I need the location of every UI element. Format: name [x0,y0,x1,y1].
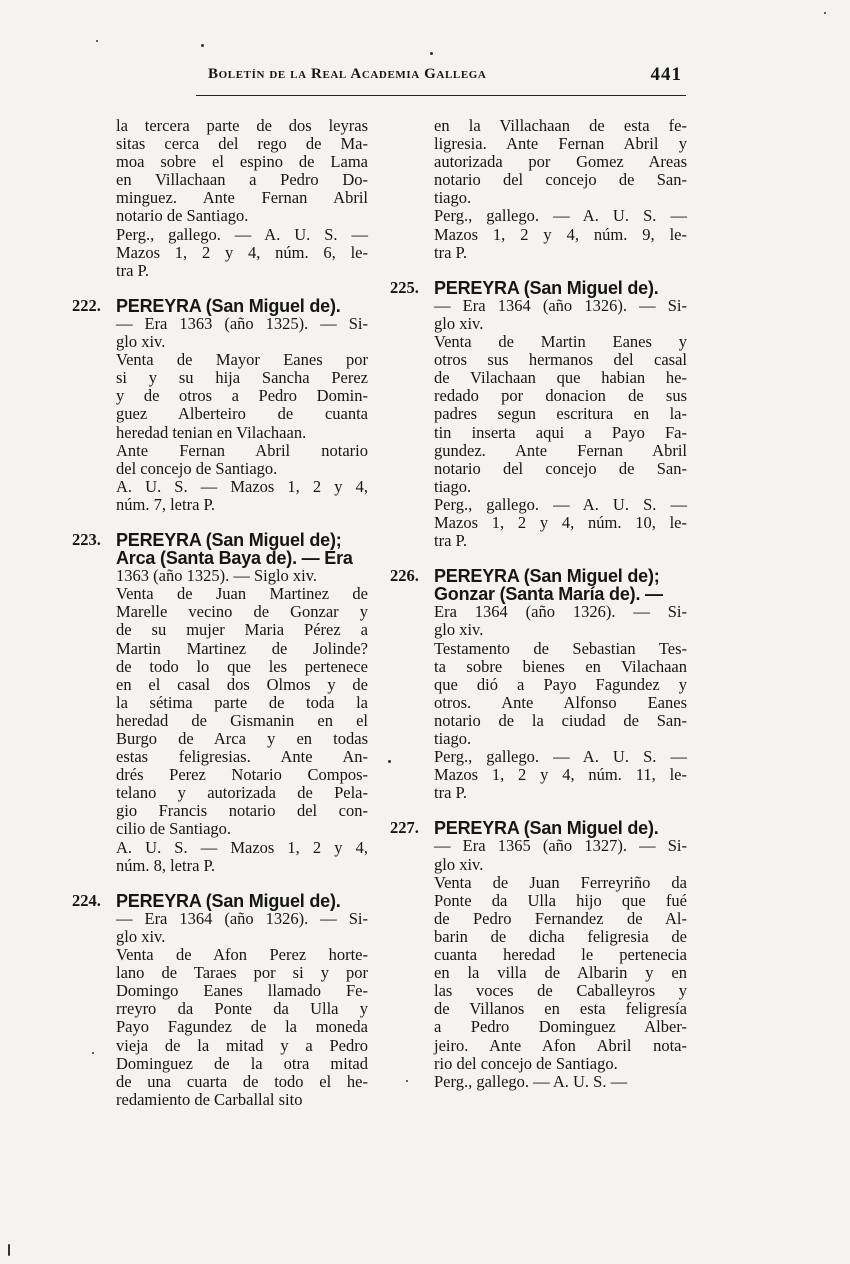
entry-body [116,567,368,875]
text-line: Gonzar (Santa María de). — [434,584,663,605]
text-line: tiago. [434,188,472,208]
catalog-entry [72,529,368,875]
text-line: notario de la ciudad de San- [434,710,687,730]
text-line: la tercera parte de dos leyras [116,116,368,135]
text-line: glo xiv. [116,332,166,352]
text-line: — Era 1364 (año 1326). — Si- [434,295,687,315]
text-line: notario del concejo de San- [434,170,687,190]
entry-heading [116,531,368,567]
text-line: notario de Santiago. [116,206,249,226]
text-line: en la villa de Albarin y en [434,963,687,983]
text-line: — Era 1365 (año 1327). — Si- [434,836,687,856]
text-line: Perg., gallego. — A. U. S. — [434,1071,628,1091]
text-line: PEREYRA (San Miguel de). [434,277,659,298]
catalog-entry [390,277,687,551]
text-line: PEREYRA (San Miguel de); [116,529,342,550]
text-line: PEREYRA (San Miguel de). [116,890,341,911]
text-line: núm. 8, letra P. [116,855,215,875]
entry-heading [116,892,368,910]
continued-entry [116,117,368,280]
text-line: vieja de la mitad y a Pedro [116,1035,368,1055]
text-line: de Villanos en esta feligresía [434,999,687,1019]
text-line: Era 1364 (año 1326). — Si- [434,602,687,622]
text-line: moa sobre el espino de Lama [116,152,368,172]
entry-heading [434,279,687,297]
continued-entry [434,117,687,262]
text-line: cilio de Santiago. [116,819,232,839]
text-line: que dió a Payo Fagundez y [434,674,687,694]
entry-heading [434,567,687,603]
text-line: Venta de Afon Perez horte- [116,945,368,965]
text-line: 1363 (año 1325). — Siglo xiv. [116,566,318,586]
text-line: barin de dicha feligresia de [434,926,687,946]
entry-number: 224. [72,890,101,910]
text-line: A. U. S. — Mazos 1, 2 y 4, [116,476,368,496]
text-line: Perg., gallego. — A. U. S. — [116,224,368,244]
entry-number: 225. [390,277,419,297]
text-line: de una cuarta de todo el he- [116,1071,368,1091]
text-line: Arca (Santa Baya de). — Era [116,548,353,569]
text-line: tra P. [434,783,467,803]
text-line: rio del concejo de Santiago. [434,1053,618,1073]
text-line: lano de Taraes por si y por [116,963,368,983]
text-line: glo xiv. [434,313,484,333]
text-line: Perg., gallego. — A. U. S. — [434,206,687,226]
text-line: núm. 7, letra P. [116,494,215,514]
text-line: heredad de Gismanin en el [116,710,368,730]
text-line: telano y autorizada de Pela- [116,783,368,803]
text-line: glo xiv. [434,620,484,640]
text-line: las voces de Caballeyros y [434,981,687,1001]
text-line: la sétima parte de toda la [116,692,368,712]
text-line: redamiento de Carballal sito [116,1089,303,1109]
text-line: si y su hija Sancha Perez [116,368,368,388]
text-line: otros. Ante Alfonso Eanes [434,692,687,712]
text-line: en la Villachaan de esta fe- [434,116,687,135]
text-line: Venta de Mayor Eanes por [116,350,368,370]
entry-number: 222. [72,295,101,315]
text-line: PEREYRA (San Miguel de). [116,295,341,316]
text-line: de Vilachaan que habian he- [434,368,687,388]
text-line: — Era 1363 (año 1325). — Si- [116,313,368,333]
text-line: Perg., gallego. — A. U. S. — [434,494,687,514]
text-line: glo xiv. [116,926,166,946]
entry-number: 223. [72,529,101,549]
text-line: autorizada por Gomez Areas [434,152,687,172]
text-line: Mazos 1, 2 y 4, núm. 9, le- [434,224,687,244]
text-line: tiago. [434,476,472,496]
text-line: Mazos 1, 2 y 4, núm. 6, le- [116,242,368,262]
text-line: rreyro da Ponte da Ulla y [116,999,368,1019]
entry-number: 227. [390,818,419,838]
entry-heading [116,297,368,315]
text-line: tin inserta aqui a Payo Fa- [434,422,687,442]
text-line: A. U. S. — Mazos 1, 2 y 4, [116,837,368,857]
text-line: Testamento de Sebastian Tes- [434,638,687,658]
text-line: drés Perez Notario Compos- [116,765,368,785]
text-line: Dominguez de la otra mitad [116,1053,368,1073]
entry-body [116,910,368,1109]
text-line: en Villachaan a Pedro Do- [116,170,368,190]
text-line: PEREYRA (San Miguel de). [434,818,659,839]
text-line: minguez. Ante Fernan Abril [116,188,368,208]
text-line: Ante Fernan Abril notario [116,440,368,460]
text-line: de su mujer Maria Pérez a [116,620,368,640]
page-number: 441 [650,64,682,85]
text-line: Mazos 1, 2 y 4, núm. 11, le- [434,765,687,785]
catalog-entry [390,566,687,803]
text-line: de todo lo que les pertenece [116,656,368,676]
text-line: padres segun escritura en la- [434,404,687,424]
text-line: cuanta heredad le pertenecia [434,945,687,965]
catalog-entry [72,295,368,514]
text-line: gundez. Ante Fernan Abril [434,440,687,460]
left-column [72,116,368,1109]
text-line: Mazos 1, 2 y 4, núm. 10, le- [434,512,687,532]
text-line: en el casal dos Olmos y de [116,674,368,694]
text-line: jeiro. Ante Afon Abril nota- [434,1035,687,1055]
text-line: glo xiv. [434,854,484,874]
text-line: heredad tenian en Vilachaan. [116,422,307,442]
entry-body [434,837,687,1090]
text-line: y de otros a Pedro Domin- [116,386,368,406]
text-line: ligresia. Ante Fernan Abril y [434,134,687,154]
text-line: Marelle vecino de Gonzar y [116,602,368,622]
text-line: PEREYRA (San Miguel de); [434,566,660,587]
running-title: Boletín de la Real Academia Gallega [208,66,487,82]
text-line: de Pedro Fernandez de Al- [434,908,687,928]
text-line: Domingo Eanes llamado Fe- [116,981,368,1001]
text-line: guez Alberteiro de cuanta [116,404,368,424]
text-line: redado por donacion de sus [434,386,687,406]
right-column [390,116,687,1091]
running-header [196,62,686,98]
text-line: — Era 1364 (año 1326). — Si- [116,908,368,928]
text-line: ta sobre bienes en Vilachaan [434,656,687,676]
text-line: Ponte da Ulla hijo que fué [434,890,687,910]
entry-number: 226. [390,566,419,586]
catalog-entry [72,890,368,1109]
text-line: tiago. [434,729,472,748]
text-line: Venta de Juan Ferreyriño da [434,872,687,892]
entry-body [434,297,687,550]
text-line: Venta de Juan Martinez de [116,584,368,604]
text-line: sitas cerca del rego de Ma- [116,134,368,154]
text-line: Perg., gallego. — A. U. S. — [434,747,687,767]
entry-body [434,603,687,802]
text-line: Payo Fagundez de la moneda [116,1017,368,1037]
text-line: Martin Martinez de Jolinde? [116,638,368,658]
text-line: del concejo de Santiago. [116,458,278,478]
text-line: gio Francis notario del con- [116,801,368,821]
header-rule [196,95,686,96]
text-line: otros sus hermanos del casal [434,350,687,370]
text-line: Burgo de Arca y en todas [116,729,368,748]
text-line: Venta de Martin Eanes y [434,332,687,352]
entry-heading [434,819,687,837]
text-line: estas feligresias. Ante An- [116,747,368,767]
catalog-entry [390,818,687,1091]
text-line: tra P. [116,260,149,280]
entry-body [116,315,368,514]
text-line: tra P. [434,531,467,551]
text-line: tra P. [434,242,467,262]
text-line: a Pedro Dominguez Alber- [434,1017,687,1037]
text-line: notario del concejo de San- [434,458,687,478]
